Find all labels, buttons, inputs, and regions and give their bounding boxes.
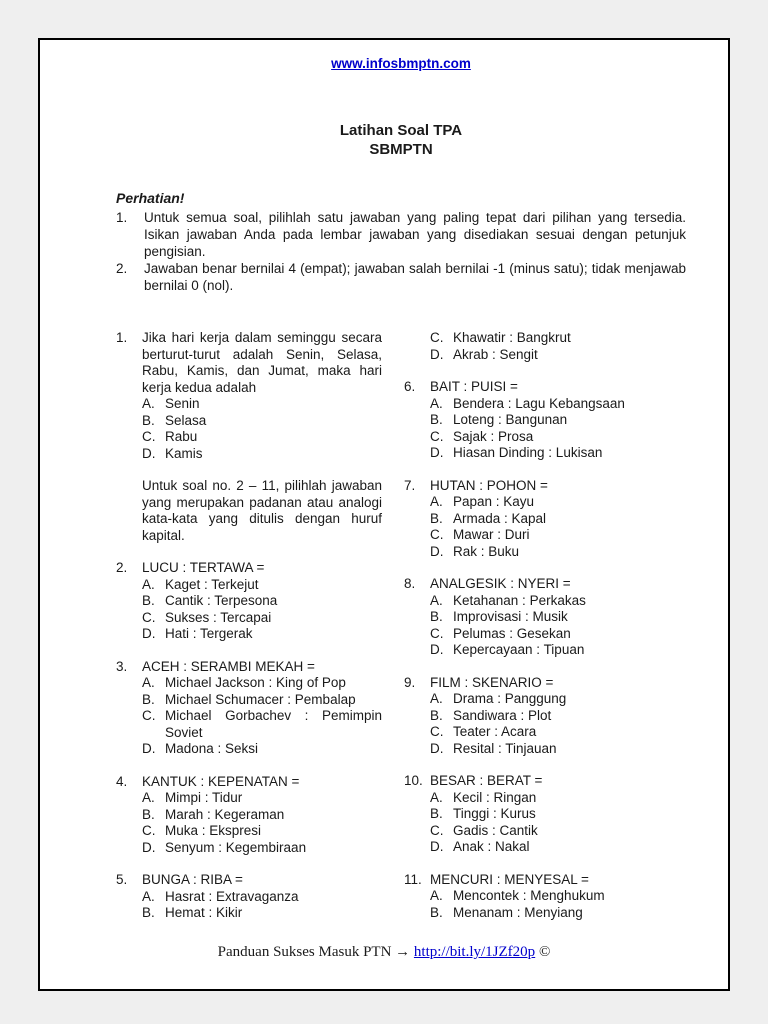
option-row (430, 642, 686, 659)
option-text: Sukses : Tercapai (165, 609, 272, 625)
question-block (116, 774, 382, 857)
option-letter: B. (142, 691, 155, 707)
option-letter: C. (430, 330, 444, 345)
option-text: Teater : Acara (453, 724, 537, 739)
question-stem: BUNGA : RIBA = (142, 872, 243, 887)
question-number: 1. (116, 330, 128, 345)
option-row (430, 691, 686, 708)
option-text: Bendera : Lagu Kebangsaan (453, 395, 625, 411)
question-stem: ANALGESIK : NYERI = (430, 576, 571, 591)
footer-link[interactable]: http://bit.ly/1JZf20p (413, 944, 536, 960)
option-letter: D. (430, 839, 444, 854)
option-letter: C. (142, 823, 156, 838)
option-letter: B. (430, 904, 443, 920)
option-row (142, 577, 382, 594)
question-block (404, 675, 686, 758)
option-letter: D. (430, 445, 444, 460)
document-title (116, 121, 686, 159)
option-letter: B. (430, 412, 443, 427)
question-block (404, 773, 686, 856)
option-text: Menanam : Menyiang (453, 904, 583, 920)
question-stem: BESAR : BERAT = (430, 773, 543, 788)
question-block (404, 379, 686, 462)
question-block (116, 560, 382, 643)
option-row (142, 807, 382, 824)
questions-column-left (116, 330, 382, 938)
option-text: Muka : Ekspresi (165, 823, 262, 838)
option-letter: A. (430, 494, 443, 509)
attention-item (116, 209, 686, 260)
option-text: Michael Schumacer : Pembalap (165, 691, 356, 707)
option-row (142, 823, 382, 840)
option-letter: B. (430, 806, 443, 821)
option-letter: A. (142, 675, 155, 690)
question-number: 8. (404, 576, 416, 591)
footer-copyright: © (535, 944, 551, 960)
option-letter: C. (430, 428, 444, 444)
option-row (142, 396, 382, 413)
option-row (430, 330, 686, 347)
option-letter: C. (142, 609, 156, 625)
option-letter: D. (142, 839, 156, 855)
option-row (142, 413, 382, 430)
option-row (430, 445, 686, 462)
option-letter: D. (430, 346, 444, 362)
option-row (142, 790, 382, 807)
option-letter: B. (142, 593, 155, 608)
option-text: Akrab : Sengit (453, 346, 538, 362)
option-row (430, 839, 686, 856)
option-letter: D. (142, 445, 156, 461)
options-continuation (404, 330, 686, 363)
option-letter: D. (430, 740, 444, 756)
option-letter: A. (430, 789, 443, 805)
attention-item-number: 1. (116, 210, 128, 225)
question-number: 6. (404, 379, 416, 394)
option-row (142, 889, 382, 906)
option-row (430, 396, 686, 413)
title-line-2: SBMPTN (369, 141, 433, 158)
question-number: 4. (116, 773, 128, 789)
option-letter: D. (430, 543, 444, 559)
option-letter: C. (142, 429, 156, 444)
attention-item (116, 260, 686, 294)
option-letter: C. (430, 724, 444, 739)
question-stem: FILM : SKENARIO = (430, 674, 554, 690)
question-stem: Jika hari kerja dalam seminggu secara berturut-turut adalah Senin, Selasa, Rabu, Kamis, dan Jumat, maka hari kerja kedua adalah (142, 330, 382, 395)
option-text: Sandiwara : Plot (453, 707, 552, 723)
question-stem: MENCURI : MENYESAL = (430, 871, 589, 887)
option-text: Selasa (165, 412, 207, 428)
attention-item-text: Untuk semua soal, pilihlah satu jawaban yang paling tepat dari pilihan yang tersedia. Isikan jawaban Anda pada lembar jawaban yang disediakan sesuai dengan petunjuk pengisian. (144, 210, 686, 259)
option-text: Cantik : Terpesona (165, 593, 278, 608)
option-text: Rabu (165, 429, 198, 444)
option-row (430, 888, 686, 905)
option-letter: A. (430, 395, 443, 411)
option-row (430, 708, 686, 725)
question-number: 7. (404, 477, 416, 493)
title-line-1: Latihan Soal TPA (339, 122, 463, 139)
option-row (142, 446, 382, 463)
option-letter: B. (430, 609, 443, 624)
option-row (430, 905, 686, 922)
option-letter: A. (142, 396, 155, 411)
option-row (430, 806, 686, 823)
option-row (430, 527, 686, 544)
option-text: Mencontek : Menghukum (453, 888, 605, 903)
option-row (430, 790, 686, 807)
option-row (430, 511, 686, 528)
questions-column-right (404, 330, 686, 938)
option-letter: D. (142, 741, 156, 756)
option-text: Senyum : Kegembiraan (165, 839, 307, 855)
option-row (430, 544, 686, 561)
option-letter: C. (430, 822, 444, 838)
option-letter: D. (430, 642, 444, 657)
option-row (142, 905, 382, 922)
option-letter: A. (142, 888, 155, 904)
questions-area (116, 330, 686, 938)
question-block (116, 872, 382, 922)
question-block (116, 659, 382, 758)
option-text: Improvisasi : Musik (453, 609, 568, 624)
option-text: Anak : Nakal (453, 839, 530, 854)
option-text: Hati : Tergerak (165, 626, 253, 641)
option-text: Tinggi : Kurus (453, 806, 536, 821)
option-letter: C. (142, 708, 156, 723)
question-stem: LUCU : TERTAWA = (142, 560, 265, 575)
option-row (430, 823, 686, 840)
option-text: Kepercayaan : Tipuan (453, 642, 585, 657)
option-text: Rak : Buku (453, 543, 520, 559)
option-letter: C. (430, 625, 444, 641)
option-row (430, 593, 686, 610)
option-letter: B. (430, 707, 443, 723)
option-letter: A. (430, 592, 443, 608)
option-text: Mawar : Duri (453, 527, 530, 542)
option-row (430, 412, 686, 429)
option-row (142, 626, 382, 643)
question-stem: BAIT : PUISI = (430, 379, 518, 394)
option-text: Kecil : Ringan (453, 789, 537, 805)
option-row (142, 741, 382, 758)
option-letter: A. (430, 888, 443, 903)
site-link[interactable]: www.infosbmptn.com (331, 56, 471, 71)
attention-section (116, 189, 686, 294)
attention-item-text: Jawaban benar bernilai 4 (empat); jawaban salah bernilai -1 (minus satu); tidak menjawab bernilai 0 (nol). (144, 261, 686, 293)
attention-heading: Perhatian! (116, 190, 185, 206)
option-row (142, 610, 382, 627)
question-stem: KANTUK : KEPENATAN = (142, 773, 300, 789)
option-letter: B. (142, 806, 155, 822)
option-text: Drama : Panggung (453, 691, 567, 706)
option-row (142, 675, 382, 692)
option-text: Resital : Tinjauan (453, 740, 557, 756)
question-stem: HUTAN : POHON = (430, 477, 548, 493)
option-letter: B. (142, 412, 155, 428)
option-row (142, 840, 382, 857)
option-row (430, 494, 686, 511)
option-row (142, 708, 382, 741)
option-letter: A. (430, 691, 443, 706)
option-row (430, 741, 686, 758)
option-row (430, 429, 686, 446)
option-row (430, 347, 686, 364)
option-text: Senin (165, 396, 200, 411)
option-text: Hiasan Dinding : Lukisan (453, 445, 603, 460)
question-number: 11. (404, 871, 422, 887)
option-text: Pelumas : Gesekan (453, 625, 571, 641)
option-row (430, 724, 686, 741)
option-text: Khawatir : Bangkrut (453, 330, 571, 345)
option-letter: D. (142, 626, 156, 641)
option-letter: A. (142, 576, 155, 592)
document-footer (40, 944, 728, 961)
option-text: Michael Gorbachev : Pemimpin Soviet (165, 708, 382, 740)
document-header (116, 55, 686, 73)
option-text: Kaget : Terkejut (165, 576, 259, 592)
option-text: Marah : Kegeraman (165, 806, 285, 822)
question-number: 10. (404, 773, 423, 788)
option-letter: B. (142, 905, 155, 920)
option-text: Madona : Seksi (165, 741, 259, 756)
option-row (430, 609, 686, 626)
option-row (142, 593, 382, 610)
document-page (38, 38, 730, 991)
option-row (430, 626, 686, 643)
question-block (404, 478, 686, 561)
option-text: Kamis (165, 445, 203, 461)
question-number: 9. (404, 674, 416, 690)
option-text: Sajak : Prosa (453, 428, 534, 444)
question-block (404, 872, 686, 922)
instruction-paragraph: Untuk soal no. 2 – 11, pilihlah jawaban yang merupakan padanan atau analogi kata-kata yang ditulis dengan huruf kapital. (142, 478, 382, 543)
option-text: Gadis : Cantik (453, 822, 538, 838)
option-text: Mimpi : Tidur (165, 790, 243, 805)
option-text: Papan : Kayu (453, 494, 535, 509)
question-stem: ACEH : SERAMBI MEKAH = (142, 658, 315, 674)
footer-text: Panduan Sukses Masuk PTN → (217, 944, 414, 960)
question-block (404, 576, 686, 659)
question-block (116, 330, 382, 462)
option-text: Hemat : Kikir (165, 905, 243, 920)
option-text: Hasrat : Extravaganza (165, 888, 299, 904)
option-text: Michael Jackson : King of Pop (165, 675, 346, 690)
option-text: Armada : Kapal (453, 510, 547, 526)
question-number: 3. (116, 658, 128, 674)
option-row (142, 692, 382, 709)
option-letter: A. (142, 790, 155, 805)
question-number: 5. (116, 872, 128, 887)
attention-item-number: 2. (116, 261, 128, 276)
option-text: Loteng : Bangunan (453, 412, 568, 427)
option-text: Ketahanan : Perkakas (453, 592, 586, 608)
question-number: 2. (116, 560, 128, 575)
option-row (142, 429, 382, 446)
option-letter: C. (430, 527, 444, 542)
option-letter: B. (430, 510, 443, 526)
